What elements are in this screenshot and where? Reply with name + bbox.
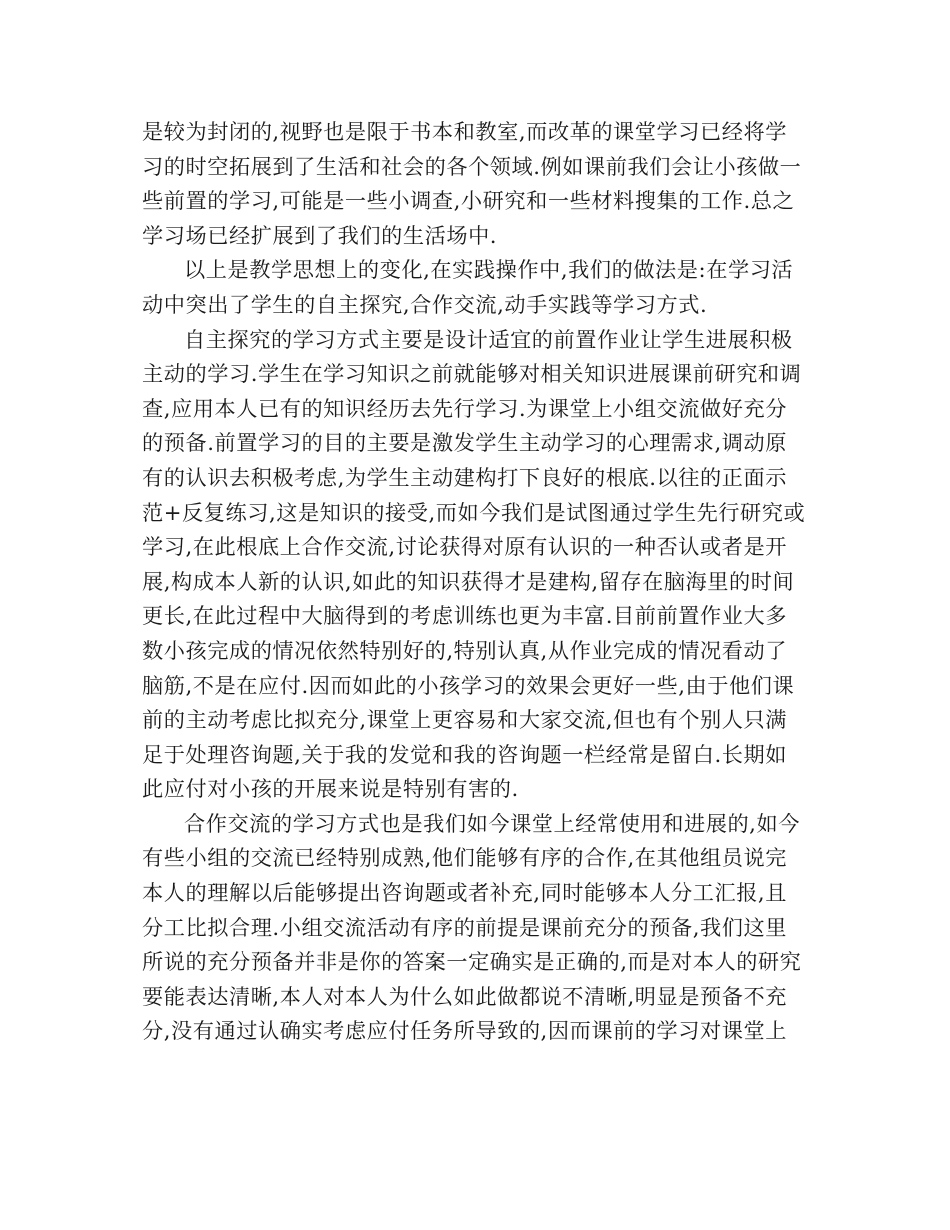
text-line: 所说的充分预备并非是你的答案一定确实是正确的,而是对本人的研究 bbox=[142, 949, 802, 975]
paragraph bbox=[142, 323, 812, 807]
text-line: 本人的理解以后能够提出咨询题或者补充,同时能够本人分工汇报,且 bbox=[142, 880, 787, 906]
text-line: 习的时空拓展到了生活和社会的各个领域.例如课前我们会让小孩做一 bbox=[142, 153, 802, 179]
text-line: 主动的学习.学生在学习知识之前就能够对相关知识进展课前研究和调 bbox=[142, 361, 802, 387]
text-line: 更长,在此过程中大脑得到的考虑训练也更为丰富.目前前置作业大多 bbox=[142, 603, 787, 629]
paragraph bbox=[142, 115, 812, 253]
text-line: 展,构成本人新的认识,如此的知识获得才是建构,留存在脑海里的时间 bbox=[142, 568, 795, 594]
text-line: 分,没有通过认确实考虑应付任务所导致的,因而课前的学习对课堂上 bbox=[142, 1018, 787, 1044]
text-line: 数小孩完成的情况依然特别好的,特别认真,从作业完成的情况看动了 bbox=[142, 637, 787, 663]
text-line: 合作交流的学习方式也是我们如今课堂上经常使用和进展的,如今 bbox=[184, 810, 800, 836]
text-line: 动中突出了学生的自主探究,合作交流,动手实践等学习方式. bbox=[142, 291, 708, 317]
text-line: 有的认识去积极考虑,为学生主动建构打下良好的根底.以往的正面示 bbox=[142, 464, 787, 490]
text-line: 有些小组的交流已经特别成熟,他们能够有序的合作,在其他组员说完 bbox=[142, 845, 787, 871]
text-line: 足于处理咨询题,关于我的发觉和我的咨询题一栏经常是留白.长期如 bbox=[142, 741, 787, 767]
text-line: 分工比拟合理.小组交流活动有序的前提是课前充分的预备,我们这里 bbox=[142, 914, 787, 940]
text-line: 学习场已经扩展到了我们的生活场中. bbox=[142, 222, 498, 248]
text-line: 自主探究的学习方式主要是设计适宜的前置作业让学生进展积极 bbox=[184, 326, 793, 352]
text-line: 脑筋,不是在应付.因而如此的小孩学习的效果会更好一些,由于他们课 bbox=[142, 672, 795, 698]
text-line: 的预备.前置学习的目的主要是激发学生主动学习的心理需求,调动原 bbox=[142, 430, 787, 456]
text-line: 以上是教学思想上的变化,在实践操作中,我们的做法是:在学习活 bbox=[184, 257, 794, 283]
text-line: 些前置的学习,可能是一些小调查,小研究和一些材料搜集的工作.总之 bbox=[142, 188, 795, 214]
text-line: 范+反复练习,这是知识的接受,而如今我们是试图通过学生先行研究或 bbox=[142, 499, 806, 525]
text-line: 查,应用本人已有的知识经历去先行学习.为课堂上小组交流做好充分 bbox=[142, 395, 787, 421]
paragraph bbox=[142, 807, 812, 1049]
text-line: 要能表达清晰,本人对本人为什么如此做都说不清晰,明显是预备不充 bbox=[142, 983, 787, 1009]
text-line: 此应付对小孩的开展来说是特别有害的. bbox=[142, 776, 519, 802]
text-line: 学习,在此根底上合作交流,讨论获得对原有认识的一种否认或者是开 bbox=[142, 534, 787, 560]
text-line: 前的主动考虑比拟充分,课堂上更容易和大家交流,但也有个别人只满 bbox=[142, 707, 787, 733]
paragraph bbox=[142, 253, 812, 322]
document-body bbox=[142, 115, 812, 1049]
text-line: 是较为封闭的,视野也是限于书本和教室,而改革的课堂学习已经将学 bbox=[142, 119, 787, 144]
